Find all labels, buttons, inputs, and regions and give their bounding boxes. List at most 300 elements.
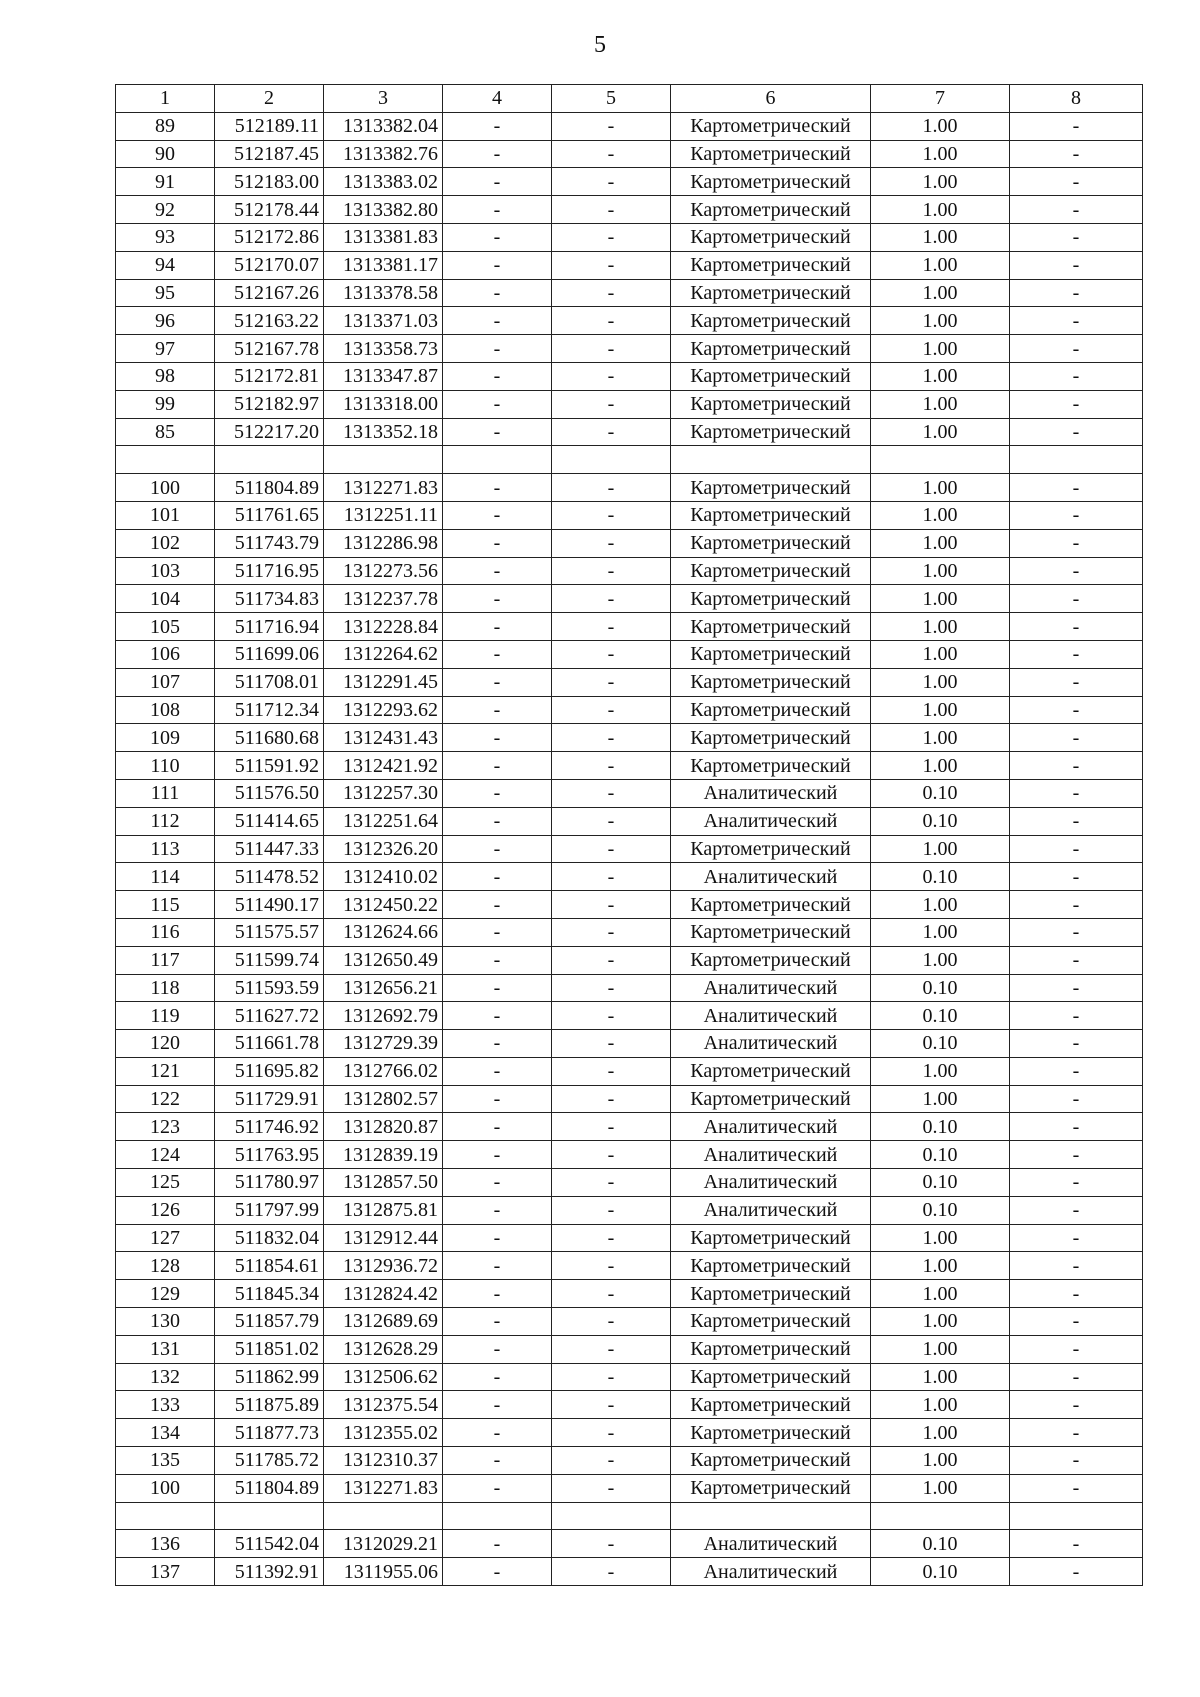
point-number-cell: 95 <box>116 279 215 307</box>
method-cell: Аналитический <box>671 1030 871 1058</box>
col4-cell: - <box>443 1057 552 1085</box>
col5-cell: - <box>552 307 671 335</box>
col8-cell: - <box>1010 724 1143 752</box>
col8-cell: - <box>1010 891 1143 919</box>
table-row <box>116 640 1143 668</box>
method-cell: Картометрический <box>671 613 871 641</box>
col8-cell: - <box>1010 752 1143 780</box>
point-number-cell: 119 <box>116 1002 215 1030</box>
method-cell: Картометрический <box>671 668 871 696</box>
table-row <box>116 390 1143 418</box>
method-cell: Картометрический <box>671 418 871 446</box>
col8-cell: - <box>1010 1335 1143 1363</box>
col4-cell <box>443 1502 552 1530</box>
table-row <box>116 752 1143 780</box>
table-row <box>116 1530 1143 1558</box>
col5-cell: - <box>552 918 671 946</box>
y-coordinate-cell: 1312506.62 <box>324 1363 443 1391</box>
col5-cell: - <box>552 1308 671 1336</box>
col8-cell: - <box>1010 613 1143 641</box>
col4-cell: - <box>443 1363 552 1391</box>
col5-cell: - <box>552 196 671 224</box>
method-cell: Картометрический <box>671 279 871 307</box>
table-row <box>116 974 1143 1002</box>
accuracy-cell: 1.00 <box>871 696 1010 724</box>
x-coordinate-cell: 512189.11 <box>215 112 324 140</box>
col8-cell <box>1010 1502 1143 1530</box>
x-coordinate-cell: 511877.73 <box>215 1419 324 1447</box>
y-coordinate-cell: 1312689.69 <box>324 1308 443 1336</box>
col5-cell: - <box>552 362 671 390</box>
method-cell: Картометрический <box>671 1474 871 1502</box>
col4-cell: - <box>443 946 552 974</box>
point-number-cell: 118 <box>116 974 215 1002</box>
accuracy-cell: 1.00 <box>871 1280 1010 1308</box>
col5-cell: - <box>552 1363 671 1391</box>
method-cell: Картометрический <box>671 362 871 390</box>
y-coordinate-cell: 1312286.98 <box>324 529 443 557</box>
col8-cell: - <box>1010 1169 1143 1197</box>
accuracy-cell: 0.10 <box>871 863 1010 891</box>
table-row <box>116 168 1143 196</box>
col5-cell: - <box>552 640 671 668</box>
accuracy-cell: 1.00 <box>871 724 1010 752</box>
table-row <box>116 668 1143 696</box>
accuracy-cell: 1.00 <box>871 613 1010 641</box>
method-cell: Картометрический <box>671 640 871 668</box>
table-row <box>116 807 1143 835</box>
col5-cell: - <box>552 863 671 891</box>
column-header: 5 <box>552 85 671 113</box>
x-coordinate-cell: 511797.99 <box>215 1196 324 1224</box>
x-coordinate-cell: 511804.89 <box>215 474 324 502</box>
table-row <box>116 1474 1143 1502</box>
col4-cell: - <box>443 223 552 251</box>
method-cell: Картометрический <box>671 529 871 557</box>
x-coordinate-cell: 511875.89 <box>215 1391 324 1419</box>
col8-cell: - <box>1010 1363 1143 1391</box>
x-coordinate-cell: 512170.07 <box>215 251 324 279</box>
accuracy-cell: 1.00 <box>871 918 1010 946</box>
col8-cell: - <box>1010 918 1143 946</box>
table-row <box>116 279 1143 307</box>
accuracy-cell: 1.00 <box>871 1085 1010 1113</box>
point-number-cell: 136 <box>116 1530 215 1558</box>
col5-cell: - <box>552 168 671 196</box>
col4-cell: - <box>443 1335 552 1363</box>
coordinates-table <box>115 84 1143 1586</box>
col5-cell: - <box>552 1335 671 1363</box>
accuracy-cell: 1.00 <box>871 501 1010 529</box>
method-cell: Картометрический <box>671 112 871 140</box>
accuracy-cell: 1.00 <box>871 640 1010 668</box>
col5-cell: - <box>552 335 671 363</box>
col8-cell: - <box>1010 140 1143 168</box>
table-row <box>116 501 1143 529</box>
col5-cell: - <box>552 1447 671 1475</box>
col8-cell: - <box>1010 223 1143 251</box>
table-spacer-row <box>116 446 1143 474</box>
point-number-cell: 110 <box>116 752 215 780</box>
point-number-cell: 134 <box>116 1419 215 1447</box>
col4-cell: - <box>443 1308 552 1336</box>
point-number-cell: 124 <box>116 1141 215 1169</box>
point-number-cell: 106 <box>116 640 215 668</box>
method-cell: Аналитический <box>671 779 871 807</box>
accuracy-cell: 1.00 <box>871 1391 1010 1419</box>
x-coordinate-cell: 511599.74 <box>215 946 324 974</box>
method-cell: Картометрический <box>671 140 871 168</box>
point-number-cell: 130 <box>116 1308 215 1336</box>
col4-cell: - <box>443 140 552 168</box>
y-coordinate-cell: 1312450.22 <box>324 891 443 919</box>
col5-cell: - <box>552 474 671 502</box>
point-number-cell: 90 <box>116 140 215 168</box>
table-row <box>116 335 1143 363</box>
y-coordinate-cell: 1313381.17 <box>324 251 443 279</box>
col4-cell: - <box>443 613 552 641</box>
col5-cell: - <box>552 390 671 418</box>
col4-cell: - <box>443 1474 552 1502</box>
table-row <box>116 1363 1143 1391</box>
accuracy-cell: 0.10 <box>871 1002 1010 1030</box>
x-coordinate-cell: 511832.04 <box>215 1224 324 1252</box>
col8-cell: - <box>1010 251 1143 279</box>
col4-cell: - <box>443 1196 552 1224</box>
table-row <box>116 613 1143 641</box>
accuracy-cell: 1.00 <box>871 668 1010 696</box>
x-coordinate-cell: 512167.26 <box>215 279 324 307</box>
col8-cell: - <box>1010 1558 1143 1586</box>
col5-cell: - <box>552 1169 671 1197</box>
column-header: 3 <box>324 85 443 113</box>
col5-cell: - <box>552 1141 671 1169</box>
point-number-cell: 115 <box>116 891 215 919</box>
accuracy-cell: 1.00 <box>871 474 1010 502</box>
accuracy-cell: 1.00 <box>871 891 1010 919</box>
col5-cell: - <box>552 779 671 807</box>
y-coordinate-cell: 1312824.42 <box>324 1280 443 1308</box>
x-coordinate-cell: 511780.97 <box>215 1169 324 1197</box>
col5-cell: - <box>552 501 671 529</box>
method-cell: Картометрический <box>671 752 871 780</box>
table-row <box>116 1002 1143 1030</box>
method-cell: Картометрический <box>671 196 871 224</box>
accuracy-cell: 1.00 <box>871 279 1010 307</box>
col8-cell: - <box>1010 1113 1143 1141</box>
x-coordinate-cell: 511478.52 <box>215 863 324 891</box>
col4-cell: - <box>443 1419 552 1447</box>
accuracy-cell: 0.10 <box>871 1558 1010 1586</box>
point-number-cell: 101 <box>116 501 215 529</box>
accuracy-cell: 1.00 <box>871 585 1010 613</box>
x-coordinate-cell: 511699.06 <box>215 640 324 668</box>
col8-cell: - <box>1010 112 1143 140</box>
table-row <box>116 918 1143 946</box>
table-row <box>116 1447 1143 1475</box>
method-cell: Картометрический <box>671 390 871 418</box>
col4-cell: - <box>443 1002 552 1030</box>
accuracy-cell: 1.00 <box>871 1474 1010 1502</box>
table-row <box>116 1141 1143 1169</box>
col4-cell: - <box>443 362 552 390</box>
col4-cell: - <box>443 1280 552 1308</box>
x-coordinate-cell: 511414.65 <box>215 807 324 835</box>
point-number-cell: 133 <box>116 1391 215 1419</box>
col5-cell: - <box>552 1224 671 1252</box>
col8-cell: - <box>1010 1030 1143 1058</box>
method-cell: Аналитический <box>671 1169 871 1197</box>
x-coordinate-cell: 511575.57 <box>215 918 324 946</box>
col4-cell: - <box>443 668 552 696</box>
table-row <box>116 140 1143 168</box>
y-coordinate-cell: 1312264.62 <box>324 640 443 668</box>
method-cell <box>671 1502 871 1530</box>
x-coordinate-cell: 511593.59 <box>215 974 324 1002</box>
point-number-cell: 122 <box>116 1085 215 1113</box>
accuracy-cell <box>871 446 1010 474</box>
col4-cell: - <box>443 307 552 335</box>
col8-cell: - <box>1010 474 1143 502</box>
accuracy-cell: 0.10 <box>871 1030 1010 1058</box>
table-row <box>116 529 1143 557</box>
point-number-cell: 120 <box>116 1030 215 1058</box>
col4-cell: - <box>443 529 552 557</box>
column-header: 8 <box>1010 85 1143 113</box>
col8-cell: - <box>1010 779 1143 807</box>
col5-cell: - <box>552 668 671 696</box>
table-row <box>116 1308 1143 1336</box>
point-number-cell: 103 <box>116 557 215 585</box>
col4-cell: - <box>443 1558 552 1586</box>
table-row <box>116 863 1143 891</box>
accuracy-cell: 1.00 <box>871 307 1010 335</box>
y-coordinate-cell: 1312766.02 <box>324 1057 443 1085</box>
table-row <box>116 1419 1143 1447</box>
accuracy-cell: 1.00 <box>871 835 1010 863</box>
y-coordinate-cell: 1313371.03 <box>324 307 443 335</box>
accuracy-cell: 1.00 <box>871 1308 1010 1336</box>
col5-cell: - <box>552 1419 671 1447</box>
point-number-cell: 127 <box>116 1224 215 1252</box>
col8-cell: - <box>1010 1391 1143 1419</box>
y-coordinate-cell: 1312326.20 <box>324 835 443 863</box>
table-row <box>116 112 1143 140</box>
method-cell: Картометрический <box>671 223 871 251</box>
y-coordinate-cell: 1312692.79 <box>324 1002 443 1030</box>
x-coordinate-cell: 511490.17 <box>215 891 324 919</box>
table-body <box>116 112 1143 1585</box>
col5-cell: - <box>552 279 671 307</box>
x-coordinate-cell: 511761.65 <box>215 501 324 529</box>
y-coordinate-cell: 1312257.30 <box>324 779 443 807</box>
col4-cell: - <box>443 585 552 613</box>
col4-cell: - <box>443 1085 552 1113</box>
accuracy-cell: 1.00 <box>871 1419 1010 1447</box>
x-coordinate-cell: 511695.82 <box>215 1057 324 1085</box>
point-number-cell <box>116 446 215 474</box>
method-cell: Картометрический <box>671 724 871 752</box>
method-cell: Картометрический <box>671 946 871 974</box>
col5-cell: - <box>552 1057 671 1085</box>
col8-cell: - <box>1010 696 1143 724</box>
col4-cell: - <box>443 501 552 529</box>
y-coordinate-cell: 1313318.00 <box>324 390 443 418</box>
method-cell: Картометрический <box>671 1224 871 1252</box>
x-coordinate-cell: 511712.34 <box>215 696 324 724</box>
method-cell: Картометрический <box>671 891 871 919</box>
col5-cell: - <box>552 1252 671 1280</box>
col5-cell: - <box>552 557 671 585</box>
col4-cell: - <box>443 863 552 891</box>
x-coordinate-cell: 512172.86 <box>215 223 324 251</box>
method-cell: Картометрический <box>671 1085 871 1113</box>
accuracy-cell: 0.10 <box>871 1196 1010 1224</box>
column-header: 4 <box>443 85 552 113</box>
y-coordinate-cell: 1312624.66 <box>324 918 443 946</box>
col8-cell: - <box>1010 946 1143 974</box>
method-cell: Картометрический <box>671 501 871 529</box>
column-header: 2 <box>215 85 324 113</box>
y-coordinate-cell: 1312271.83 <box>324 474 443 502</box>
point-number-cell: 97 <box>116 335 215 363</box>
col4-cell: - <box>443 474 552 502</box>
col8-cell: - <box>1010 668 1143 696</box>
point-number-cell: 109 <box>116 724 215 752</box>
accuracy-cell <box>871 1502 1010 1530</box>
col4-cell: - <box>443 1141 552 1169</box>
y-coordinate-cell: 1312029.21 <box>324 1530 443 1558</box>
table-row <box>116 946 1143 974</box>
col5-cell <box>552 446 671 474</box>
col5-cell: - <box>552 1391 671 1419</box>
y-coordinate-cell: 1312802.57 <box>324 1085 443 1113</box>
y-coordinate-cell: 1313358.73 <box>324 335 443 363</box>
col8-cell: - <box>1010 501 1143 529</box>
accuracy-cell: 0.10 <box>871 974 1010 1002</box>
accuracy-cell: 1.00 <box>871 1252 1010 1280</box>
col4-cell: - <box>443 1224 552 1252</box>
x-coordinate-cell: 511743.79 <box>215 529 324 557</box>
y-coordinate-cell <box>324 1502 443 1530</box>
table-row <box>116 1030 1143 1058</box>
x-coordinate-cell: 511851.02 <box>215 1335 324 1363</box>
y-coordinate-cell: 1312228.84 <box>324 613 443 641</box>
col8-cell: - <box>1010 1252 1143 1280</box>
point-number-cell: 107 <box>116 668 215 696</box>
table-row <box>116 585 1143 613</box>
accuracy-cell: 1.00 <box>871 529 1010 557</box>
method-cell: Аналитический <box>671 1113 871 1141</box>
method-cell: Картометрический <box>671 1252 871 1280</box>
col8-cell: - <box>1010 863 1143 891</box>
col8-cell: - <box>1010 390 1143 418</box>
point-number-cell: 100 <box>116 474 215 502</box>
col5-cell: - <box>552 1558 671 1586</box>
col4-cell: - <box>443 1030 552 1058</box>
col8-cell: - <box>1010 335 1143 363</box>
x-coordinate-cell: 512178.44 <box>215 196 324 224</box>
col5-cell: - <box>552 1113 671 1141</box>
point-number-cell: 108 <box>116 696 215 724</box>
col5-cell: - <box>552 1002 671 1030</box>
col4-cell: - <box>443 891 552 919</box>
col4-cell: - <box>443 835 552 863</box>
col4-cell: - <box>443 1391 552 1419</box>
table-row <box>116 1280 1143 1308</box>
x-coordinate-cell <box>215 1502 324 1530</box>
x-coordinate-cell: 511627.72 <box>215 1002 324 1030</box>
col4-cell: - <box>443 1530 552 1558</box>
y-coordinate-cell: 1312310.37 <box>324 1447 443 1475</box>
point-number-cell: 104 <box>116 585 215 613</box>
y-coordinate-cell: 1313378.58 <box>324 279 443 307</box>
page-number: 5 <box>594 32 606 58</box>
point-number-cell: 113 <box>116 835 215 863</box>
x-coordinate-cell: 511576.50 <box>215 779 324 807</box>
y-coordinate-cell: 1313347.87 <box>324 362 443 390</box>
col5-cell: - <box>552 974 671 1002</box>
y-coordinate-cell: 1312912.44 <box>324 1224 443 1252</box>
point-number-cell: 98 <box>116 362 215 390</box>
col4-cell: - <box>443 1169 552 1197</box>
col8-cell: - <box>1010 1057 1143 1085</box>
y-coordinate-cell: 1312237.78 <box>324 585 443 613</box>
col4-cell: - <box>443 918 552 946</box>
x-coordinate-cell: 512167.78 <box>215 335 324 363</box>
col4-cell: - <box>443 279 552 307</box>
table-row <box>116 696 1143 724</box>
col8-cell: - <box>1010 557 1143 585</box>
table-row <box>116 1113 1143 1141</box>
col8-cell: - <box>1010 835 1143 863</box>
y-coordinate-cell: 1312936.72 <box>324 1252 443 1280</box>
x-coordinate-cell: 511862.99 <box>215 1363 324 1391</box>
point-number-cell: 125 <box>116 1169 215 1197</box>
col4-cell: - <box>443 807 552 835</box>
col5-cell: - <box>552 112 671 140</box>
x-coordinate-cell: 512183.00 <box>215 168 324 196</box>
y-coordinate-cell: 1312273.56 <box>324 557 443 585</box>
method-cell: Картометрический <box>671 1363 871 1391</box>
accuracy-cell: 0.10 <box>871 1141 1010 1169</box>
col5-cell: - <box>552 891 671 919</box>
col4-cell: - <box>443 390 552 418</box>
column-header: 1 <box>116 85 215 113</box>
table-row <box>116 1252 1143 1280</box>
point-number-cell: 135 <box>116 1447 215 1475</box>
y-coordinate-cell: 1312251.11 <box>324 501 443 529</box>
x-coordinate-cell: 511542.04 <box>215 1530 324 1558</box>
point-number-cell: 116 <box>116 918 215 946</box>
x-coordinate-cell: 511708.01 <box>215 668 324 696</box>
point-number-cell: 85 <box>116 418 215 446</box>
y-coordinate-cell: 1313382.04 <box>324 112 443 140</box>
col4-cell: - <box>443 974 552 1002</box>
accuracy-cell: 0.10 <box>871 1169 1010 1197</box>
table-row <box>116 1196 1143 1224</box>
table-row <box>116 835 1143 863</box>
x-coordinate-cell: 512172.81 <box>215 362 324 390</box>
y-coordinate-cell: 1313382.76 <box>324 140 443 168</box>
col8-cell: - <box>1010 1447 1143 1475</box>
table-row <box>116 307 1143 335</box>
point-number-cell: 92 <box>116 196 215 224</box>
x-coordinate-cell: 512217.20 <box>215 418 324 446</box>
col5-cell: - <box>552 724 671 752</box>
col5-cell: - <box>552 251 671 279</box>
point-number-cell: 132 <box>116 1363 215 1391</box>
